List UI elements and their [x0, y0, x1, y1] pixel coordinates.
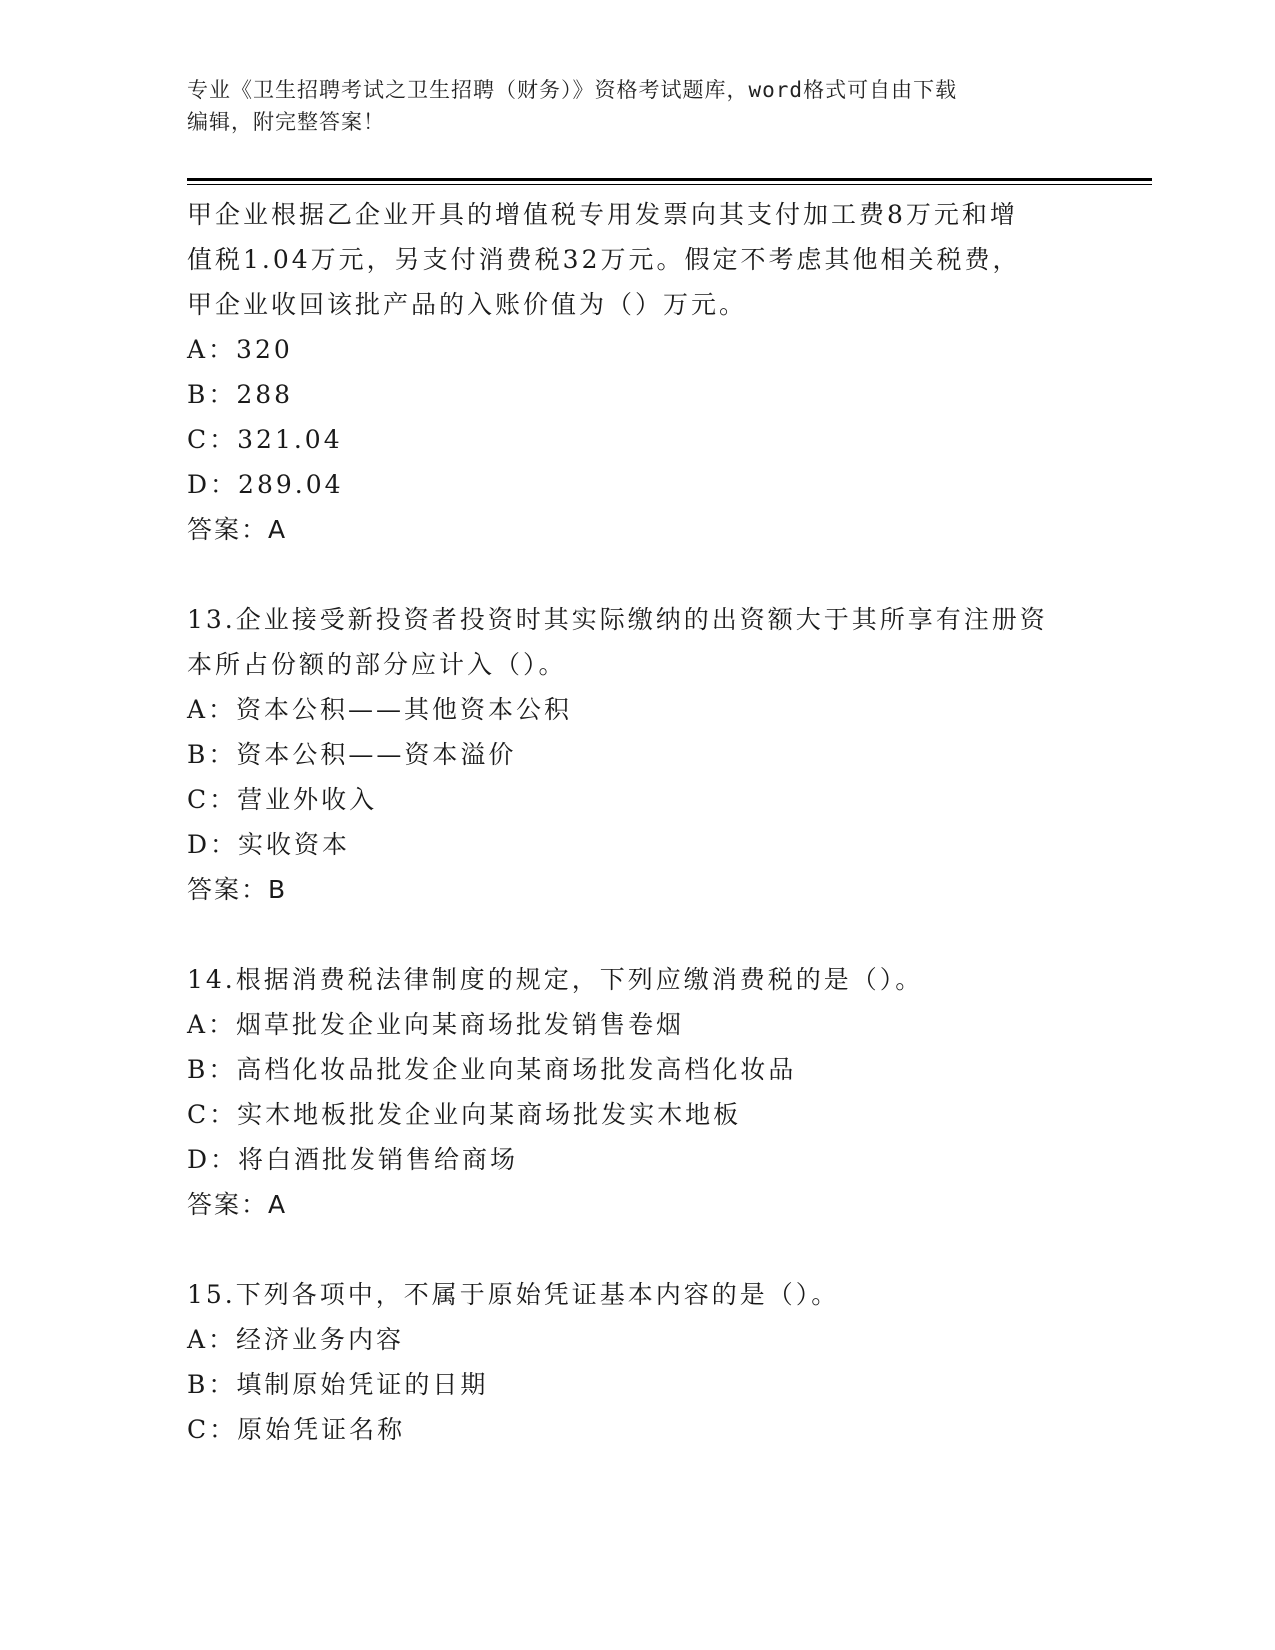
option-c: C：营业外收入 — [187, 785, 378, 814]
option-d: D：实收资本 — [187, 830, 351, 859]
spacer — [187, 552, 1087, 597]
question-text-line: 14.根据消费税法律制度的规定，下列应缴消费税的是（）。 — [187, 965, 924, 994]
spacer — [187, 912, 1087, 957]
option-b: B：288 — [187, 380, 294, 409]
option-a: A：320 — [187, 335, 293, 364]
answer: 答案：B — [187, 875, 288, 904]
header-line-2: 编辑，附完整答案！ — [187, 110, 385, 134]
header-line-1: 专业《卫生招聘考试之卫生招聘（财务）》资格考试题库，word格式可自由下载 — [187, 78, 958, 102]
question-14 — [187, 957, 1087, 1227]
question-12 — [187, 192, 1087, 552]
option-a: A：经济业务内容 — [187, 1325, 405, 1354]
question-text-line: 13.企业接受新投资者投资时其实际缴纳的出资额大于其所享有注册资 — [187, 605, 1048, 634]
option-a: A：资本公积——其他资本公积 — [187, 695, 573, 724]
question-15 — [187, 1272, 1087, 1452]
spacer — [187, 1227, 1087, 1272]
option-b: B：资本公积——资本溢价 — [187, 740, 517, 769]
question-text-line: 甲企业收回该批产品的入账价值为（）万元。 — [187, 290, 748, 319]
option-d: D：将白酒批发销售给商场 — [187, 1145, 519, 1174]
answer: 答案：A — [187, 515, 288, 544]
question-text-line: 甲企业根据乙企业开具的增值税专用发票向其支付加工费8万元和增 — [187, 200, 1018, 229]
option-c: C：原始凭证名称 — [187, 1415, 406, 1444]
question-text-line: 本所占份额的部分应计入（）。 — [187, 650, 567, 679]
option-c: C：实木地板批发企业向某商场批发实木地板 — [187, 1100, 742, 1129]
option-b: B：填制原始凭证的日期 — [187, 1370, 489, 1399]
question-13 — [187, 597, 1087, 912]
question-text-line: 值税1.04万元，另支付消费税32万元。假定不考虑其他相关税费， — [187, 245, 1021, 274]
option-b: B：高档化妆品批发企业向某商场批发高档化妆品 — [187, 1055, 797, 1084]
question-list — [187, 192, 1087, 1452]
option-c: C：321.04 — [187, 425, 343, 454]
option-d: D：289.04 — [187, 470, 344, 499]
question-text-line: 15.下列各项中，不属于原始凭证基本内容的是（）。 — [187, 1280, 840, 1309]
header-divider-thick — [187, 178, 1152, 181]
document-header — [187, 74, 1067, 138]
answer: 答案：A — [187, 1190, 288, 1219]
option-a: A：烟草批发企业向某商场批发销售卷烟 — [187, 1010, 685, 1039]
header-divider-thin — [187, 184, 1152, 185]
